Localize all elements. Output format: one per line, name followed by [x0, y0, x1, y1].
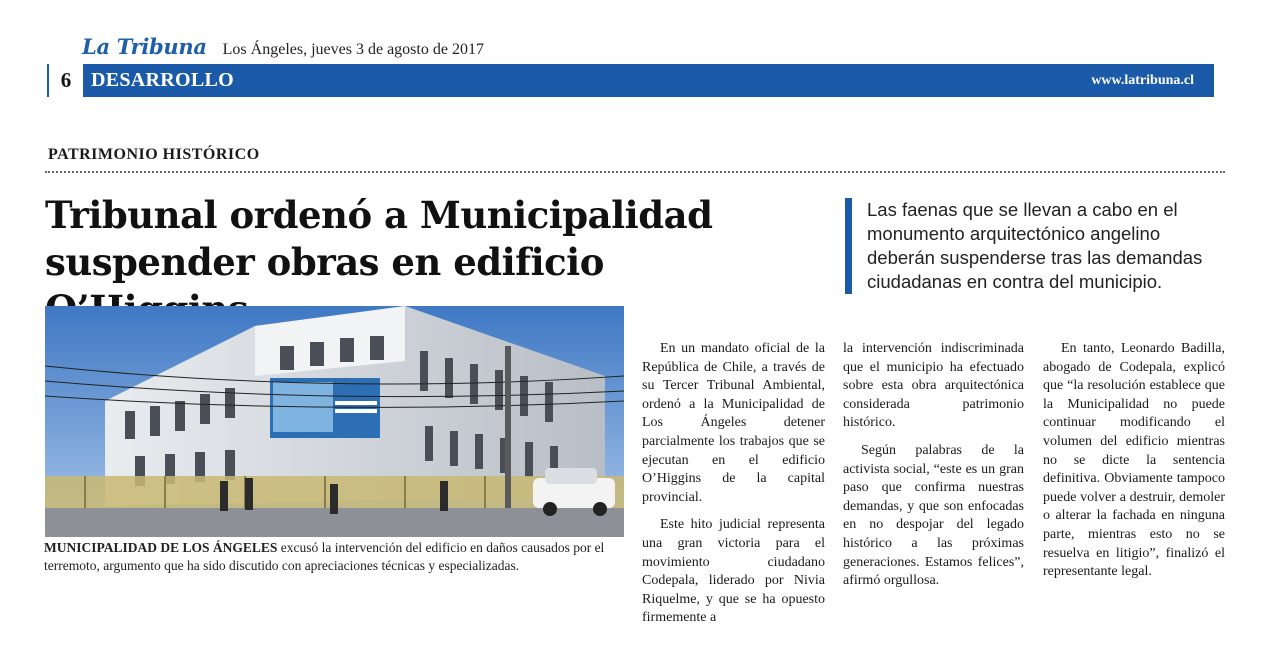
article-column-2 — [843, 340, 1024, 591]
caption-text: excusó la intervención del edificio en daños causados por el terremoto, argumento que ha sido discutido con apreciaciones técnicas y especializadas. — [44, 540, 605, 573]
masthead — [82, 34, 484, 60]
article-headline: Tribunal ordenó a Municipalidad suspender obras en edificio — [45, 193, 713, 284]
caption-bold-lead: MUNICIPALIDAD DE LOS ÁNGELES — [44, 540, 278, 555]
article-kicker: PATRIMONIO HISTÓRICO — [48, 146, 260, 163]
body-paragraph: En un mandato oficial de la República de Chile, a través de su Tercer Tribunal Ambiental, ordenó a la Municipalidad de Los Ángeles detener parcialmente los trabajos que se ejecutan en el edificio O’Higgins de la capital provincial. — [642, 341, 825, 505]
section-bar — [47, 64, 1214, 97]
site-url-link[interactable]: www.latribuna.cl — [1091, 72, 1194, 88]
dateline: Los Ángeles, jueves 3 de agosto de 2017 — [222, 41, 484, 58]
body-paragraph: Según palabras de la activista social, “este es un gran paso que confirma nuestras demandas, y que son enfocadas en no despojar del legado histórico a las próximas generaciones. Estamos felices”, afirmó orgullosa. — [843, 442, 1024, 589]
page-number: 6 — [47, 64, 83, 97]
section-name: DESARROLLO — [91, 69, 235, 91]
building-photo — [45, 306, 624, 537]
body-paragraph: la intervención indiscriminada que el municipio ha efectuado sobre esta obra arquitectónica considerada patrimonio histórico. — [843, 341, 1024, 431]
dotted-divider — [45, 171, 1225, 173]
newspaper-logo: La Tribuna — [82, 34, 207, 59]
municipal-building-image — [45, 306, 624, 537]
lead-block — [845, 198, 1225, 294]
article-lead: Las faenas que se llevan a cabo en el monumento arquitectónico angelino deberán suspenderse tras las demandas ciudadanas en contra del municipio. — [867, 199, 1203, 292]
article-column-1 — [642, 340, 825, 628]
article-column-3 — [1043, 340, 1225, 582]
body-paragraph: En tanto, Leonardo Badilla, abogado de Codepala, explicó que “la resolución establece que la Municipalidad no puede continuar modificando el volumen del edificio mientras no se dicte la sentencia definitiva. Obviamente tampoco puede volver a destruir, demoler o alterar la fachada en ninguna parte, mientras esto no se resuelva en litigio”, finalizó el representante legal. — [1043, 341, 1225, 580]
body-paragraph: Este hito judicial representa una gran victoria para el movimiento ciudadano Codepala, liderado por Nivia Riquelme, y que se ha opuesto firmemente a — [642, 517, 825, 626]
lead-accent-bar — [845, 198, 852, 294]
photo-caption — [44, 539, 629, 575]
